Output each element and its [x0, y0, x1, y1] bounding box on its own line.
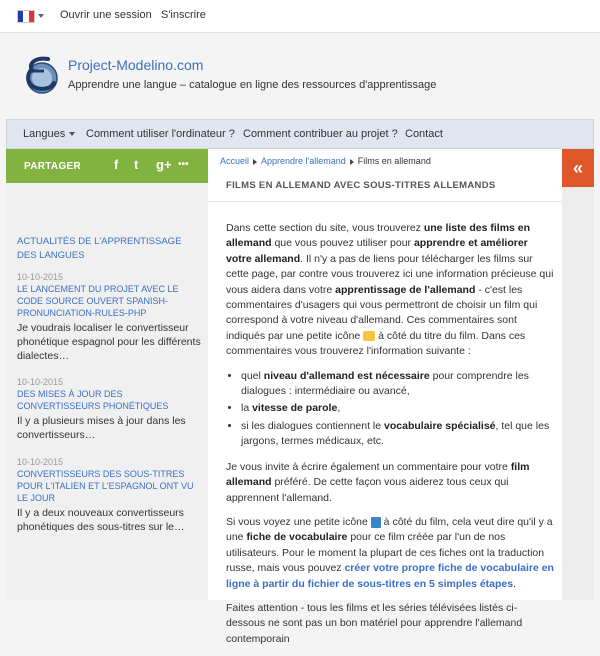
post-excerpt: Je voudrais localiser le convertisseur phonétique espagnol pour les différents dialectes… — [17, 322, 201, 362]
right-column — [562, 187, 594, 600]
info-list — [226, 369, 556, 450]
divider — [208, 201, 562, 202]
breadcrumb-current: Films en allemand — [357, 156, 431, 166]
breadcrumb-home-link[interactable]: Accueil — [220, 156, 250, 166]
more-icon[interactable]: ••• — [178, 159, 189, 170]
nav-item-label: Langues — [23, 128, 66, 140]
post-date: 10-10-2015 — [17, 377, 64, 387]
collapse-sidebar-button[interactable]: « — [562, 149, 594, 187]
nav-item-contact[interactable]: Contact — [405, 128, 443, 140]
post-title-link[interactable]: DES MISES À JOUR DES CONVERTISSEURS PHONÉTIQUES — [17, 389, 169, 411]
book-icon — [371, 517, 381, 528]
page-title: FILMS EN ALLEMAND AVEC SOUS-TITRES ALLEMANDS — [226, 180, 496, 191]
share-bar — [6, 149, 208, 183]
post-title-link[interactable]: CONVERTISSEURS DES SOUS-TITRES POUR L'ITALIEN ET L'ESPAGNOL ONT VU LE JOUR — [17, 469, 194, 503]
post-date: 10-10-2015 — [17, 457, 64, 467]
facebook-icon[interactable]: f — [114, 157, 119, 172]
post-excerpt: Il y a plusieurs mises à jour dans les convertisseurs… — [17, 415, 186, 441]
site-tagline: Apprendre une langue – catalogue en ligne des ressources d'apprentissage — [68, 79, 437, 91]
list-item — [17, 456, 202, 534]
login-link[interactable]: Ouvrir une session — [60, 9, 152, 21]
google-plus-icon[interactable]: g+ — [156, 157, 172, 172]
site-title[interactable]: Project-Modelino.com — [68, 57, 204, 73]
comment-icon — [363, 331, 375, 341]
register-link[interactable]: S'inscrire — [161, 9, 206, 21]
share-label: PARTAGER — [24, 161, 82, 172]
breadcrumb-separator-icon — [350, 159, 354, 165]
invite-paragraph: Je vous invite à écrire également un commentaire pour votre film allemand préféré. De cette façon vous aiderez tous ceux qui apprennent l'allemand. — [226, 460, 530, 504]
vocab-paragraph: Si vous voyez une petite icône à côté du film, cela veut dire qu'il y a une fiche de vocabulaire pour ce film créée par l'un de nos utilisateurs. Pour le moment la plupart de ces fiches ont la traduction russe, mais vous pouvez créer votre propre fiche de vocabulaire en ligne à partir du fichier de sous-titres en 5 simples étapes. — [226, 515, 554, 590]
main-content — [208, 149, 562, 645]
twitter-icon[interactable]: t — [134, 157, 139, 172]
warning-paragraph: Faites attention - tous les films et les séries télévisées listés ci-dessous ne sont pas un bon matériel pour apprendre l'allemand contemporain — [226, 601, 523, 645]
article-body — [226, 221, 556, 656]
intro-paragraph: Dans cette section du site, vous trouverez une liste des films en allemand que vous pouvez utiliser pour apprendre et améliorer votre allemand. Il n'y a pas de liens pour télécharger les films sur cette page, par contre vous trouverez ici une information précieuse qui vous aidera dans votre apprentissage de l'allemand - c'est les commentaires d'usagers qui vous permettront de choisir un film qui correspond à votre niveau d'allemand. Ces commentaires sont indiqués par une petite icône à côté du titre du film. Dans ces commentaires vous trouverez l'information suivante : — [226, 222, 554, 358]
nav-item-contribute[interactable]: Comment contribuer au projet ? — [243, 128, 398, 140]
language-dropdown-caret-icon[interactable] — [38, 14, 44, 18]
breadcrumb — [220, 156, 431, 166]
site-logo-icon[interactable] — [22, 53, 58, 97]
list-item: • si les dialogues contiennent le vocabulaire spécialisé, tel que les jargons, termes médicaux, etc. — [241, 419, 556, 450]
list-item: • la vitesse de parole, — [241, 401, 556, 416]
france-flag-icon[interactable] — [17, 10, 35, 23]
create-vocab-sheet-link[interactable]: créer votre propre fiche de vocabulaire en ligne à partir du fichier de sous-titres en 5 simples étapes — [226, 562, 554, 590]
news-widget-title[interactable]: ACTUALITÉS DE L'APPRENTISSAGE DES LANGUES — [17, 236, 182, 261]
post-title-link[interactable]: LE LANCEMENT DU PROJET AVEC LE CODE SOURCE OUVERT SPANISH-PRONUNCIATION-RULES-PHP — [17, 284, 179, 318]
top-bar — [0, 0, 600, 33]
list-item — [17, 271, 202, 363]
nav-item-computer[interactable]: Comment utiliser l'ordinateur ? — [86, 128, 235, 140]
sidebar — [6, 149, 208, 600]
post-date: 10-10-2015 — [17, 272, 64, 282]
list-item — [17, 376, 202, 442]
nav-item-langues[interactable] — [23, 128, 75, 140]
site-header — [0, 33, 600, 119]
main-nav — [6, 119, 594, 149]
list-item: • quel niveau d'allemand est nécessaire pour comprendre les dialogues : intermédiaire ou avancé, — [241, 369, 556, 400]
breadcrumb-german-link[interactable]: Apprendre l'allemand — [261, 156, 346, 166]
post-excerpt: Il y a deux nouveaux convertisseurs phonétiques des sous-titres sur le… — [17, 507, 185, 533]
chevron-down-icon — [69, 132, 75, 136]
breadcrumb-separator-icon — [253, 159, 257, 165]
